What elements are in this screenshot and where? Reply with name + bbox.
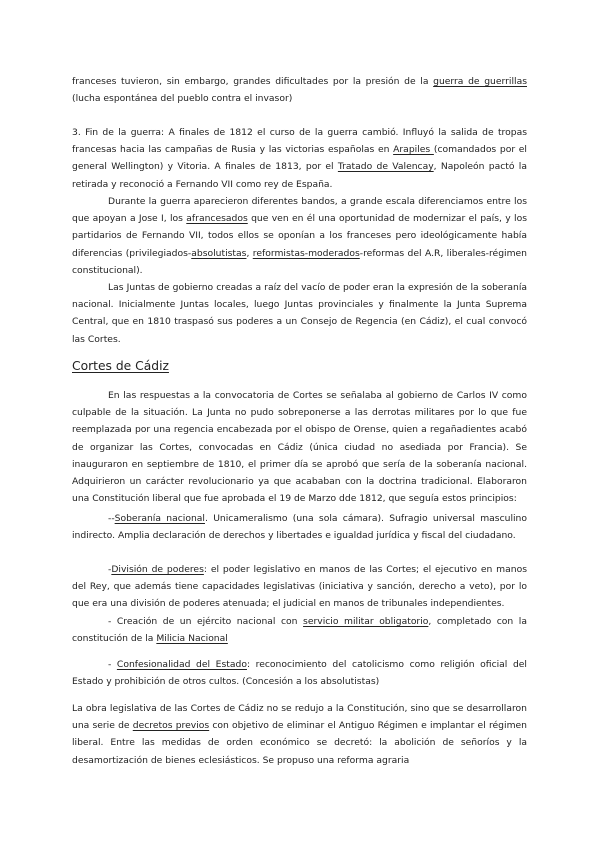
text: En las respuestas a la convocatoria de Cortes se señalaba al gobierno de Carlos IV como culpable de la situación. La Junta no pudo sobreponerse a las derrotas militares por lo que fue reemplazada por una regencia encabezada por el obispo de Orense, quien a regañadientes acabó de organizar las Cortes, convocadas en Cádiz (única ciudad no asediada por Francia). Se inauguraron en septiembre de 1810, el primer día se aprobó que sería de la soberanía nacional. Adquirieron un carácter revolucionario ya que acababan con la doctrina tradicional. Elaboraron una Constitución liberal que fue aprobada el 19 de Marzo dde 1812, que seguía estos principios:: [72, 390, 527, 505]
paragraph-guerrillas: [72, 73, 527, 107]
text: -: [108, 659, 117, 670]
text: (comandados por el general Wellington) y Vitoria. A finales de 1813, por el: [72, 144, 527, 173]
paragraph-juntas: [72, 279, 527, 348]
text: . Unicameralismo (una sola cámara). Sufragio universal masculino indirecto. Amplia declaración de derechos y libertades e igualdad jurídica y fiscal del ciudadano.: [72, 513, 527, 542]
text: franceses tuvieron, sin embargo, grandes dificultades por la presión de la: [72, 76, 434, 87]
text: , completado con la constitución de la: [72, 616, 527, 645]
underlined-term-afrancesados: afrancesados: [186, 213, 248, 225]
text: Durante la guerra aparecieron diferentes bandos, a grande escala diferenciamos entre los que apoyan a Jose I, los: [72, 196, 527, 225]
paragraph-ejercito-nacional: [72, 613, 527, 647]
text: Las Juntas de gobierno creadas a raíz del vacío de poder eran la expresión de la soberanía nacional. Inicialmente Juntas locales, luego Juntas provinciales y finalmente la Junta Suprema Central, que en 1810 traspasó sus poderes a un Consejo de Regencia (en Cádiz), el cual convocó las Cortes.: [72, 282, 527, 345]
text: ,: [246, 247, 253, 259]
underlined-term-absolutistas: absolutistas: [191, 247, 247, 259]
text: que ven en él una oportunidad de modernizar el país, y los partidarios de Fernando VII, todos ellos se oponían a los franceses pero ideológicamente había diferencias (privilegiados-: [72, 213, 527, 259]
text: , Napoleón pactó la retirada y reconoció a Fernando VII como rey de España.: [72, 161, 527, 190]
text: : reconocimiento del catolicismo como religión oficial del Estado y prohibición de otros cultos. (Concesión a los absolutistas): [72, 659, 527, 688]
paragraph-fin-de-la-guerra: [72, 124, 527, 193]
paragraph-bandos: [72, 193, 527, 279]
underlined-term-confesionalidad-del-estado: Confesionalidad del Estado: [116, 659, 247, 670]
underlined-term-guerra-de-guerrillas: guerra de guerrillas: [433, 76, 527, 87]
text: (lucha espontánea del pueblo contra el invasor): [72, 93, 293, 105]
paragraph-confesionalidad: [72, 656, 527, 690]
text: La obra legislativa de las Cortes de Cádiz no se redujo a la Constitución, sino que se desarrollaron una serie de: [72, 703, 527, 732]
underlined-term-arapiles: Arapiles: [393, 144, 434, 156]
text: con objetivo de eliminar el Antiguo Régimen e implantar el régimen liberal. Entre las medidas de orden económico se decretó: la abolición de señoríos y la desamortización de bienes eclesiásticos. Se propuso una reforma agraria: [72, 720, 527, 766]
text: - Creación de un ejército nacional con: [108, 616, 304, 627]
paragraph-division-de-poderes: [72, 561, 527, 613]
text: 3. Fin de la guerra: A finales de 1812 el curso de la guerra cambió. Influyó la salida de tropas francesas hacia las campañas de Rusia y las victorias españolas en: [72, 127, 527, 156]
text: --: [108, 513, 115, 524]
section-heading-cortes-de-cadiz: Cortes de Cádiz: [72, 359, 169, 373]
underlined-term-servicio-militar-obligatorio: servicio militar obligatorio: [303, 616, 429, 627]
paragraph-obra-legislativa: [72, 700, 527, 769]
underlined-term-tratado-de-valencay: Tratado de Valencay: [337, 161, 434, 173]
text: -reformas del A.R, liberales-régimen constitucional).: [72, 247, 527, 276]
text: : el poder legislativo en manos de las Cortes; el ejecutivo en manos del Rey, que además tiene capacidades legislativas (iniciativa y sanción, derecho a veto), por lo que era una división de poderes atenuada; el judicial en manos de tribunales independientes.: [72, 564, 527, 610]
underlined-term-soberania-nacional: Soberanía nacional: [114, 513, 205, 524]
text: -: [108, 564, 112, 575]
underlined-term-division-de-poderes: División de poderes: [111, 564, 204, 575]
paragraph-cortes-intro: [72, 387, 527, 507]
underlined-term-decretos-previos: decretos previos: [132, 720, 210, 732]
paragraph-soberania-nacional: [72, 510, 527, 544]
underlined-term-milicia-nacional: Milicia Nacional: [156, 633, 228, 645]
underlined-term-reformistas-moderados: reformistas-moderados: [252, 247, 360, 259]
